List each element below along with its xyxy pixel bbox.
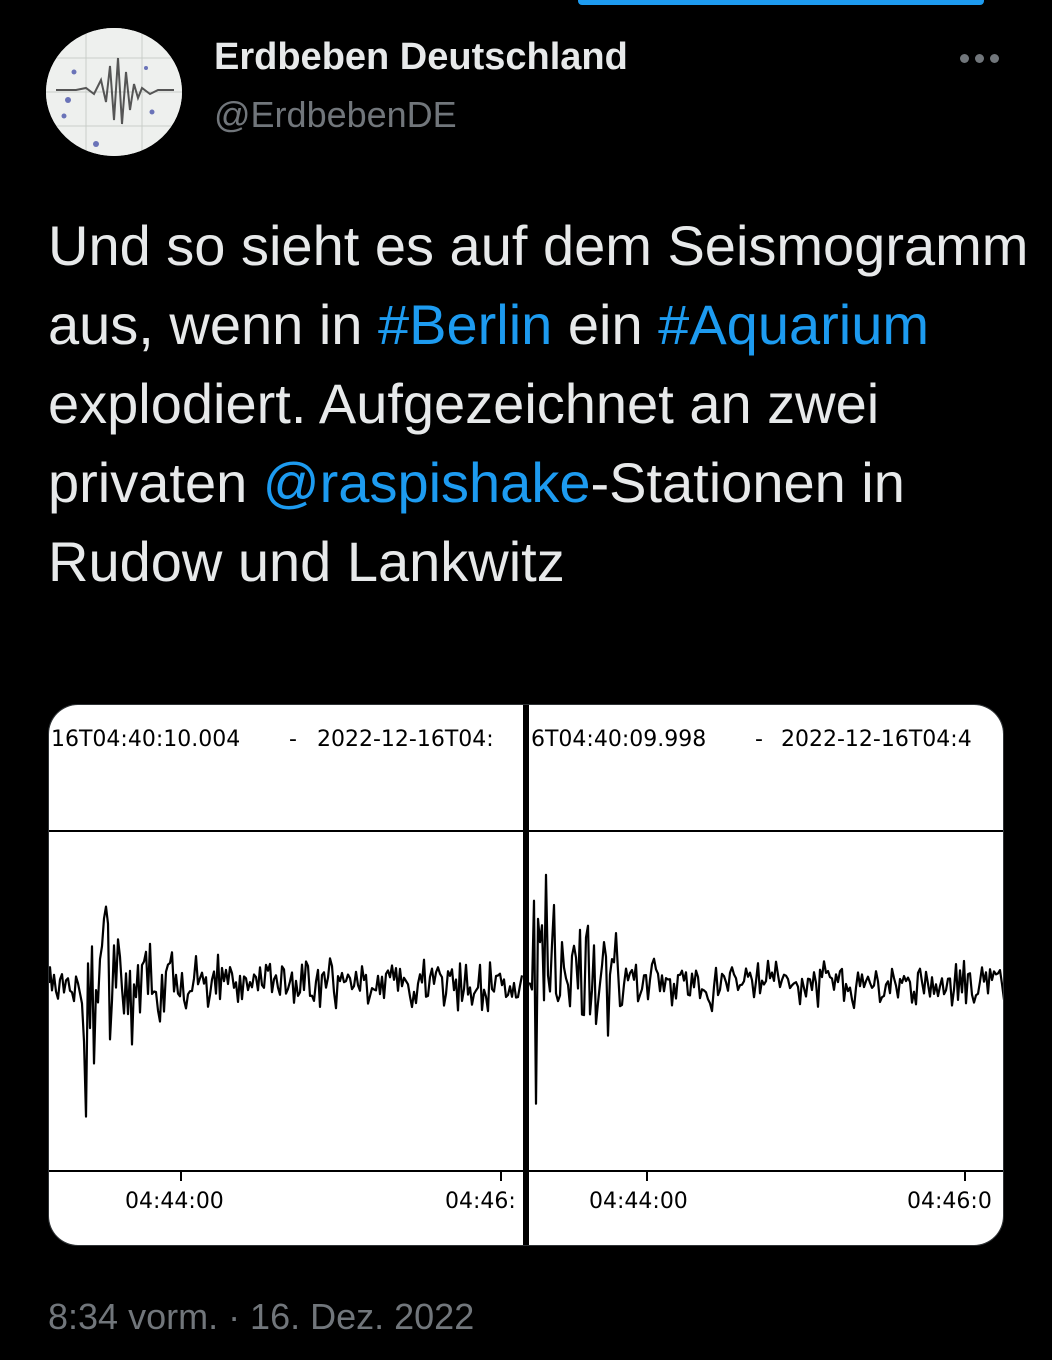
- top-indicator-bar: [578, 0, 984, 5]
- more-dots-icon: [960, 54, 969, 63]
- hashtag-berlin-link[interactable]: #Berlin: [377, 293, 553, 356]
- panel-header-separator: -: [755, 727, 763, 752]
- tweet-timestamp[interactable]: 8:34 vorm. · 16. Dez. 2022: [48, 1296, 475, 1337]
- more-options-button[interactable]: [954, 38, 1004, 78]
- tweet-text-part: Und so sieht es auf dem Seismogramm aus, wenn in: [48, 214, 1029, 356]
- seismogram-waveform: [49, 705, 523, 1246]
- author-name[interactable]: Erdbeben Deutschland: [214, 36, 628, 78]
- panel-header-start: 16T04:40:10.004: [51, 727, 241, 752]
- author-handle[interactable]: @ErdbebenDE: [214, 94, 457, 135]
- panel-header-separator: -: [289, 727, 297, 752]
- avatar-seismogram-icon: [46, 28, 182, 156]
- axis-tick-label: 04:46:0: [907, 1189, 992, 1214]
- seismogram-image[interactable]: [48, 704, 1004, 1246]
- axis-tick-label: 04:44:00: [589, 1189, 688, 1214]
- more-dots-icon: [990, 54, 999, 63]
- tweet-text-part: explodiert. Aufgezeichnet an zwei privaten: [48, 372, 880, 514]
- tweet-text-part: ein: [552, 293, 659, 356]
- panel-header-end: 2022-12-16T04:4: [781, 727, 972, 752]
- mention-raspishake-link[interactable]: @raspishake: [262, 451, 591, 514]
- more-dots-icon: [975, 54, 984, 63]
- tweet-text: [48, 206, 1038, 601]
- panel-header-start: 6T04:40:09.998: [531, 727, 707, 752]
- hashtag-aquarium-link[interactable]: #Aquarium: [658, 293, 929, 356]
- axis-tick-label: 04:44:00: [125, 1189, 224, 1214]
- axis-tick-label: 04:46:: [445, 1189, 516, 1214]
- panel-header-end: 2022-12-16T04:: [317, 727, 494, 752]
- seismogram-panel-rudow: [49, 705, 523, 1246]
- tweet-text-part: -Stationen in Rudow und Lankwitz: [48, 451, 905, 593]
- seismogram-panel-lankwitz: [529, 705, 1004, 1246]
- seismogram-waveform: [529, 705, 1004, 1246]
- avatar[interactable]: [46, 28, 182, 156]
